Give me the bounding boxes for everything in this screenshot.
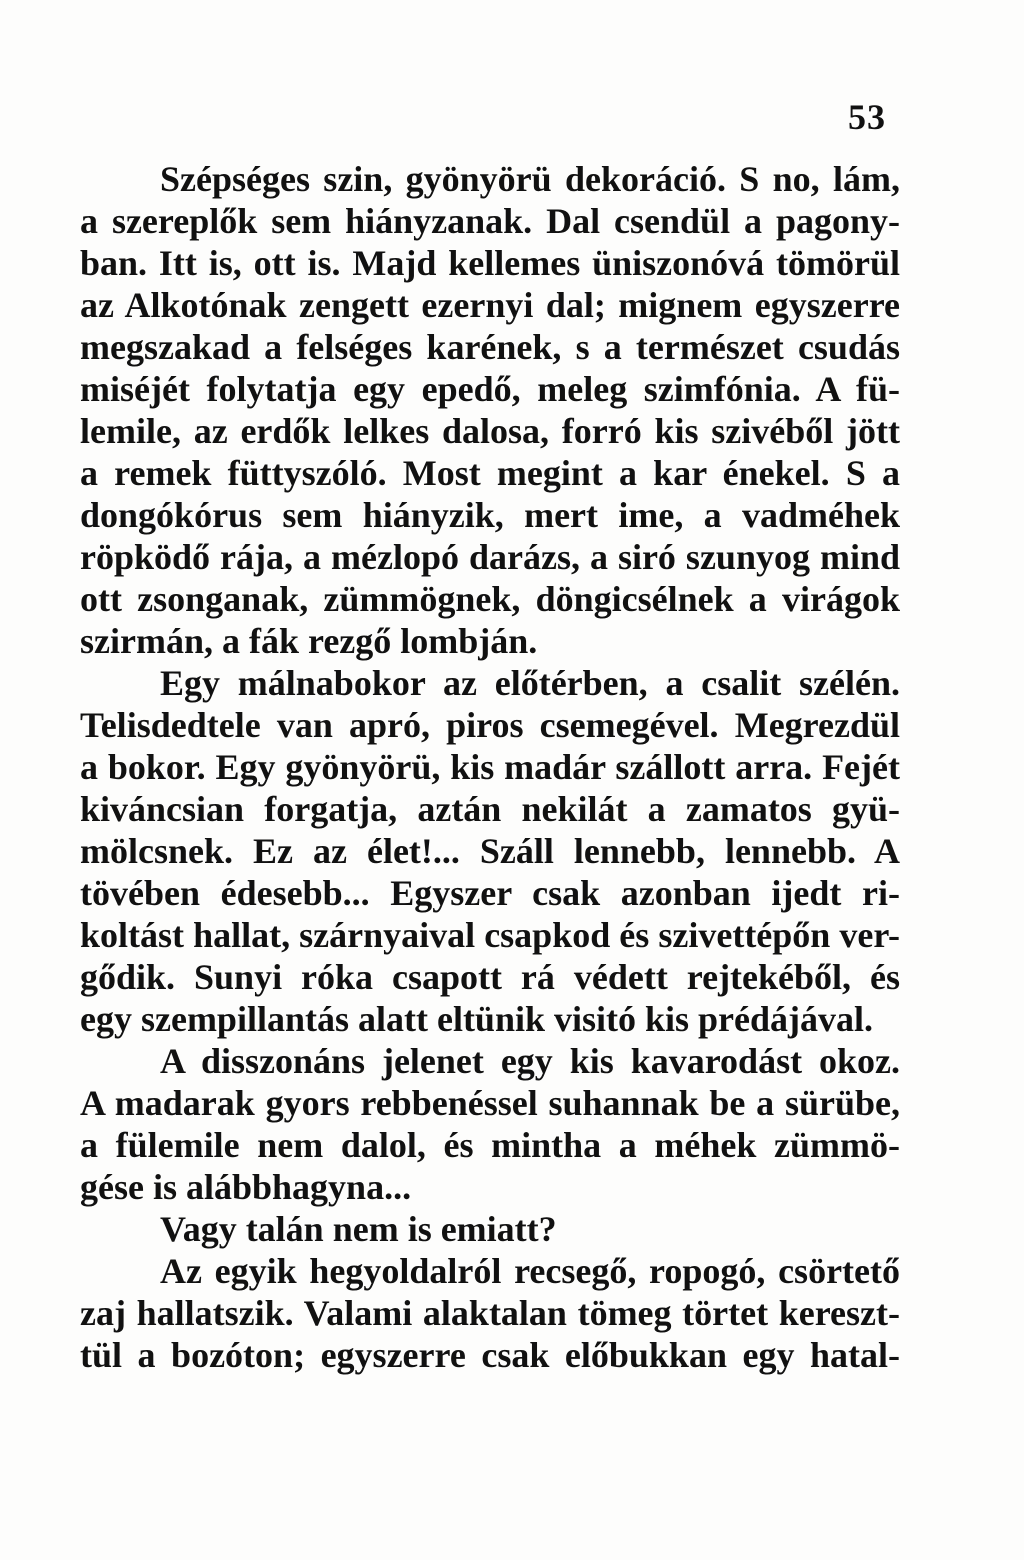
text-line: gése is alábbhagyna...: [80, 1167, 412, 1207]
text-line: Vagy talán nem is emiatt?: [160, 1209, 557, 1249]
text-line: a szereplők sem hiányzanak. Dal csendül a pagony-: [80, 201, 900, 241]
text-line: mölcsnek. Ez az élet!... Száll lennebb, lennebb. A: [80, 831, 900, 871]
text-line: röpködő rája, a mézlopó darázs, a siró szunyog mind: [80, 537, 900, 577]
text-line: a fülemile nem dalol, és mintha a méhek zümmö-: [80, 1125, 900, 1165]
text-line: a remek füttyszóló. Most megint a kar énekel. S a: [80, 453, 900, 493]
text-line: miséjét folytatja egy epedő, meleg szimfónia. A fü-: [80, 369, 900, 409]
text-line: megszakad a felséges karének, s a természet csudás: [80, 327, 900, 367]
text-line: Szépséges szin, gyönyörü dekoráció. S no, lám,: [160, 159, 900, 199]
text-line: A disszonáns jelenet egy kis kavarodást okoz.: [160, 1041, 900, 1081]
text-line: Egy málnabokor az előtérben, a csalit szélén.: [160, 663, 900, 703]
text-line: a bokor. Egy gyönyörü, kis madár szállott arra. Fejét: [80, 747, 900, 787]
page-number: 53: [848, 97, 886, 137]
text-line: ott zsonganak, zümmögnek, döngicsélnek a virágok: [80, 579, 900, 619]
text-line: ban. Itt is, ott is. Majd kellemes üniszonóvá tömörül: [80, 243, 900, 283]
text-line: gődik. Sunyi róka csapott rá védett rejtekéből, és: [80, 957, 900, 997]
text-line: koltást hallat, szárnyaival csapkod és szivettépőn ver-: [80, 915, 900, 955]
text-line: az Alkotónak zengett ezernyi dal; mignem egyszerre: [80, 285, 900, 325]
text-line: A madarak gyors rebbenéssel suhannak be a sürübe,: [80, 1083, 900, 1123]
text-line: zaj hallatszik. Valami alaktalan tömeg törtet kereszt-: [80, 1293, 900, 1333]
text-line: dongókórus sem hiányzik, mert ime, a vadméhek: [80, 495, 900, 535]
text-line: tül a bozóton; egyszerre csak előbukkan egy hatal-: [80, 1335, 900, 1375]
body-text: [80, 158, 900, 1376]
text-line: Telisdedtele van apró, piros csemegével. Megrezdül: [80, 705, 900, 745]
text-line: Az egyik hegyoldalról recsegő, ropogó, csörtető: [160, 1251, 900, 1291]
text-line: kiváncsian forgatja, aztán nekilát a zamatos gyü-: [80, 789, 900, 829]
text-line: tövében édesebb... Egyszer csak azonban ijedt ri-: [80, 873, 900, 913]
text-line: egy szempillantás alatt eltünik visitó kis prédájával.: [80, 999, 874, 1039]
text-line: szirmán, a fák rezgő lombján.: [80, 621, 538, 661]
text-line: lemile, az erdők lelkes dalosa, forró kis szivéből jött: [80, 411, 900, 451]
